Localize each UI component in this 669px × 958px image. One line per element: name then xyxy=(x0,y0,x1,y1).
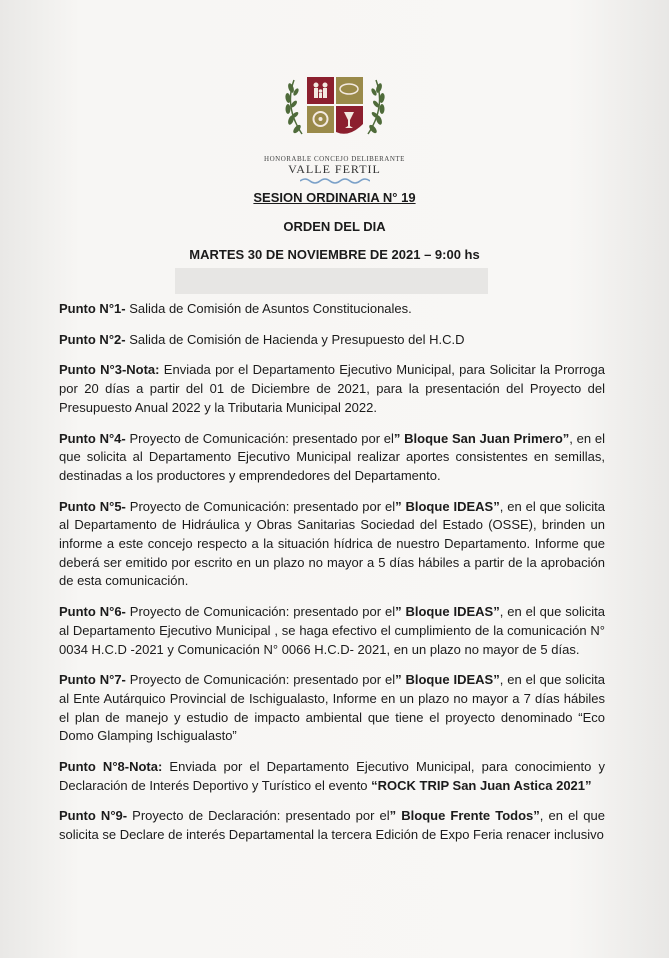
agenda-item-text: , en el que solicita al Departamento de Hidráulica y Obras Sanitarias Sociedad del Estado (OSSE), brinden un informe a este concejo respecto a la situación hídrica de nuestro Departamento. Informe que deberá ser emitido por escrito en un plazo no mayor a 5 días hábiles a partir de la aprobación de esta comunicación. xyxy=(59,498,605,589)
agenda-items xyxy=(59,300,605,857)
agenda-item-label: Punto N°6- xyxy=(59,604,126,620)
agenda-item-label: Punto N°2- xyxy=(59,331,126,347)
agenda-item-label: Punto N°1- xyxy=(59,301,126,316)
session-date: MARTES 30 DE NOVIEMBRE DE 2021 – 9:00 hs xyxy=(189,247,480,262)
agenda-item-label: Punto N°8-Nota: xyxy=(59,759,163,775)
agenda-item xyxy=(59,807,605,844)
agenda-item-bloc: ” Bloque IDEAS” xyxy=(395,672,500,688)
agenda-item-text: Enviada por el Departamento Ejecutivo Municipal, para conocimiento y Declaración de Interés Deportivo y Turístico el evento xyxy=(59,759,605,793)
org-name-small: HONORABLE CONCEJO DELIBERANTE xyxy=(264,155,405,163)
agenda-item-bloc: “ROCK TRIP San Juan Astica 2021” xyxy=(371,777,592,793)
wave-decoration xyxy=(300,177,370,185)
agenda-item-bloc: ” Bloque IDEAS” xyxy=(395,604,500,620)
agenda-item xyxy=(59,758,605,795)
agenda-item-text: Salida de Comisión de Hacienda y Presupuesto del H.C.D xyxy=(125,331,465,347)
agenda-item xyxy=(59,603,605,659)
agenda-item-label: Punto N°7- xyxy=(59,672,126,688)
agenda-item-text: , en el que solicita al Departamento Ejecutivo Municipal , se haga efectivo el cumplimiento de la comunicación N° 0034 H.C.D -2021 y Comunicación N° 0066 H.C.D- 2021, en un plazo no mayor de 5 días. xyxy=(59,604,605,657)
agenda-item-text: Salida de Comisión de Asuntos Constitucionales. xyxy=(125,301,412,316)
council-logo xyxy=(280,72,390,152)
redacted-area xyxy=(175,268,488,294)
agenda-item-text: Proyecto de Declaración: presentado por el xyxy=(127,808,390,824)
agenda-item-text: Enviada por el Departamento Ejecutivo Municipal, para Solicitar la Prorroga por 20 días a partir del 01 de Diciembre de 2021, para la presentación del Proyecto del Presupuesto Anual 2022 y la Tributaria Municipal 2022. xyxy=(59,362,605,415)
agenda-item-text: Proyecto de Comunicación: presentado por el xyxy=(125,430,394,446)
agenda-item-text: Proyecto de Comunicación: presentado por el xyxy=(125,672,396,688)
agenda-item xyxy=(59,671,605,746)
agenda-title: ORDEN DEL DIA xyxy=(283,219,386,234)
agenda-item-bloc: ” Bloque Frente Todos” xyxy=(389,808,540,824)
agenda-item-text: , en el que solicita al Ente Autárquico Provincial de Ischigualasto, Informe en un plazo no mayor a 7 días hábiles el plan de manejo y estudio de impacto ambiental que tiene el proyecto denominado “Eco Domo Glamping Ischigualasto” xyxy=(59,672,605,744)
agenda-item-label: Punto N°5- xyxy=(59,498,126,514)
agenda-item-text: Proyecto de Comunicación: presentado por el xyxy=(125,498,396,514)
session-title: SESION ORDINARIA N° 19 xyxy=(253,190,416,205)
org-name-large: VALLE FERTIL xyxy=(288,162,381,176)
agenda-item-text: , en el que solicita se Declare de interés Departamental la tercera Edición de Expo Feria renacer inclusivo xyxy=(59,808,605,843)
agenda-item-label: Punto N°9- xyxy=(59,808,128,824)
agenda-item-label: Punto N°3-Nota: xyxy=(59,362,160,378)
agenda-item xyxy=(59,498,605,592)
agenda-item-text: Proyecto de Comunicación: presentado por el xyxy=(125,604,396,620)
agenda-item-label: Punto N°4- xyxy=(59,430,126,446)
agenda-item xyxy=(59,300,605,319)
agenda-item xyxy=(59,331,605,350)
agenda-item-bloc: ” Bloque San Juan Primero” xyxy=(393,430,570,446)
agenda-item xyxy=(59,430,605,486)
agenda-item-text: , en el que solicita al Departamento Ejecutivo Municipal realizar aportes consistentes en semillas, destinadas a los productores y emprendedores del Departamento. xyxy=(59,430,605,483)
agenda-item xyxy=(59,361,605,417)
agenda-item-bloc: ” Bloque IDEAS” xyxy=(395,498,500,514)
